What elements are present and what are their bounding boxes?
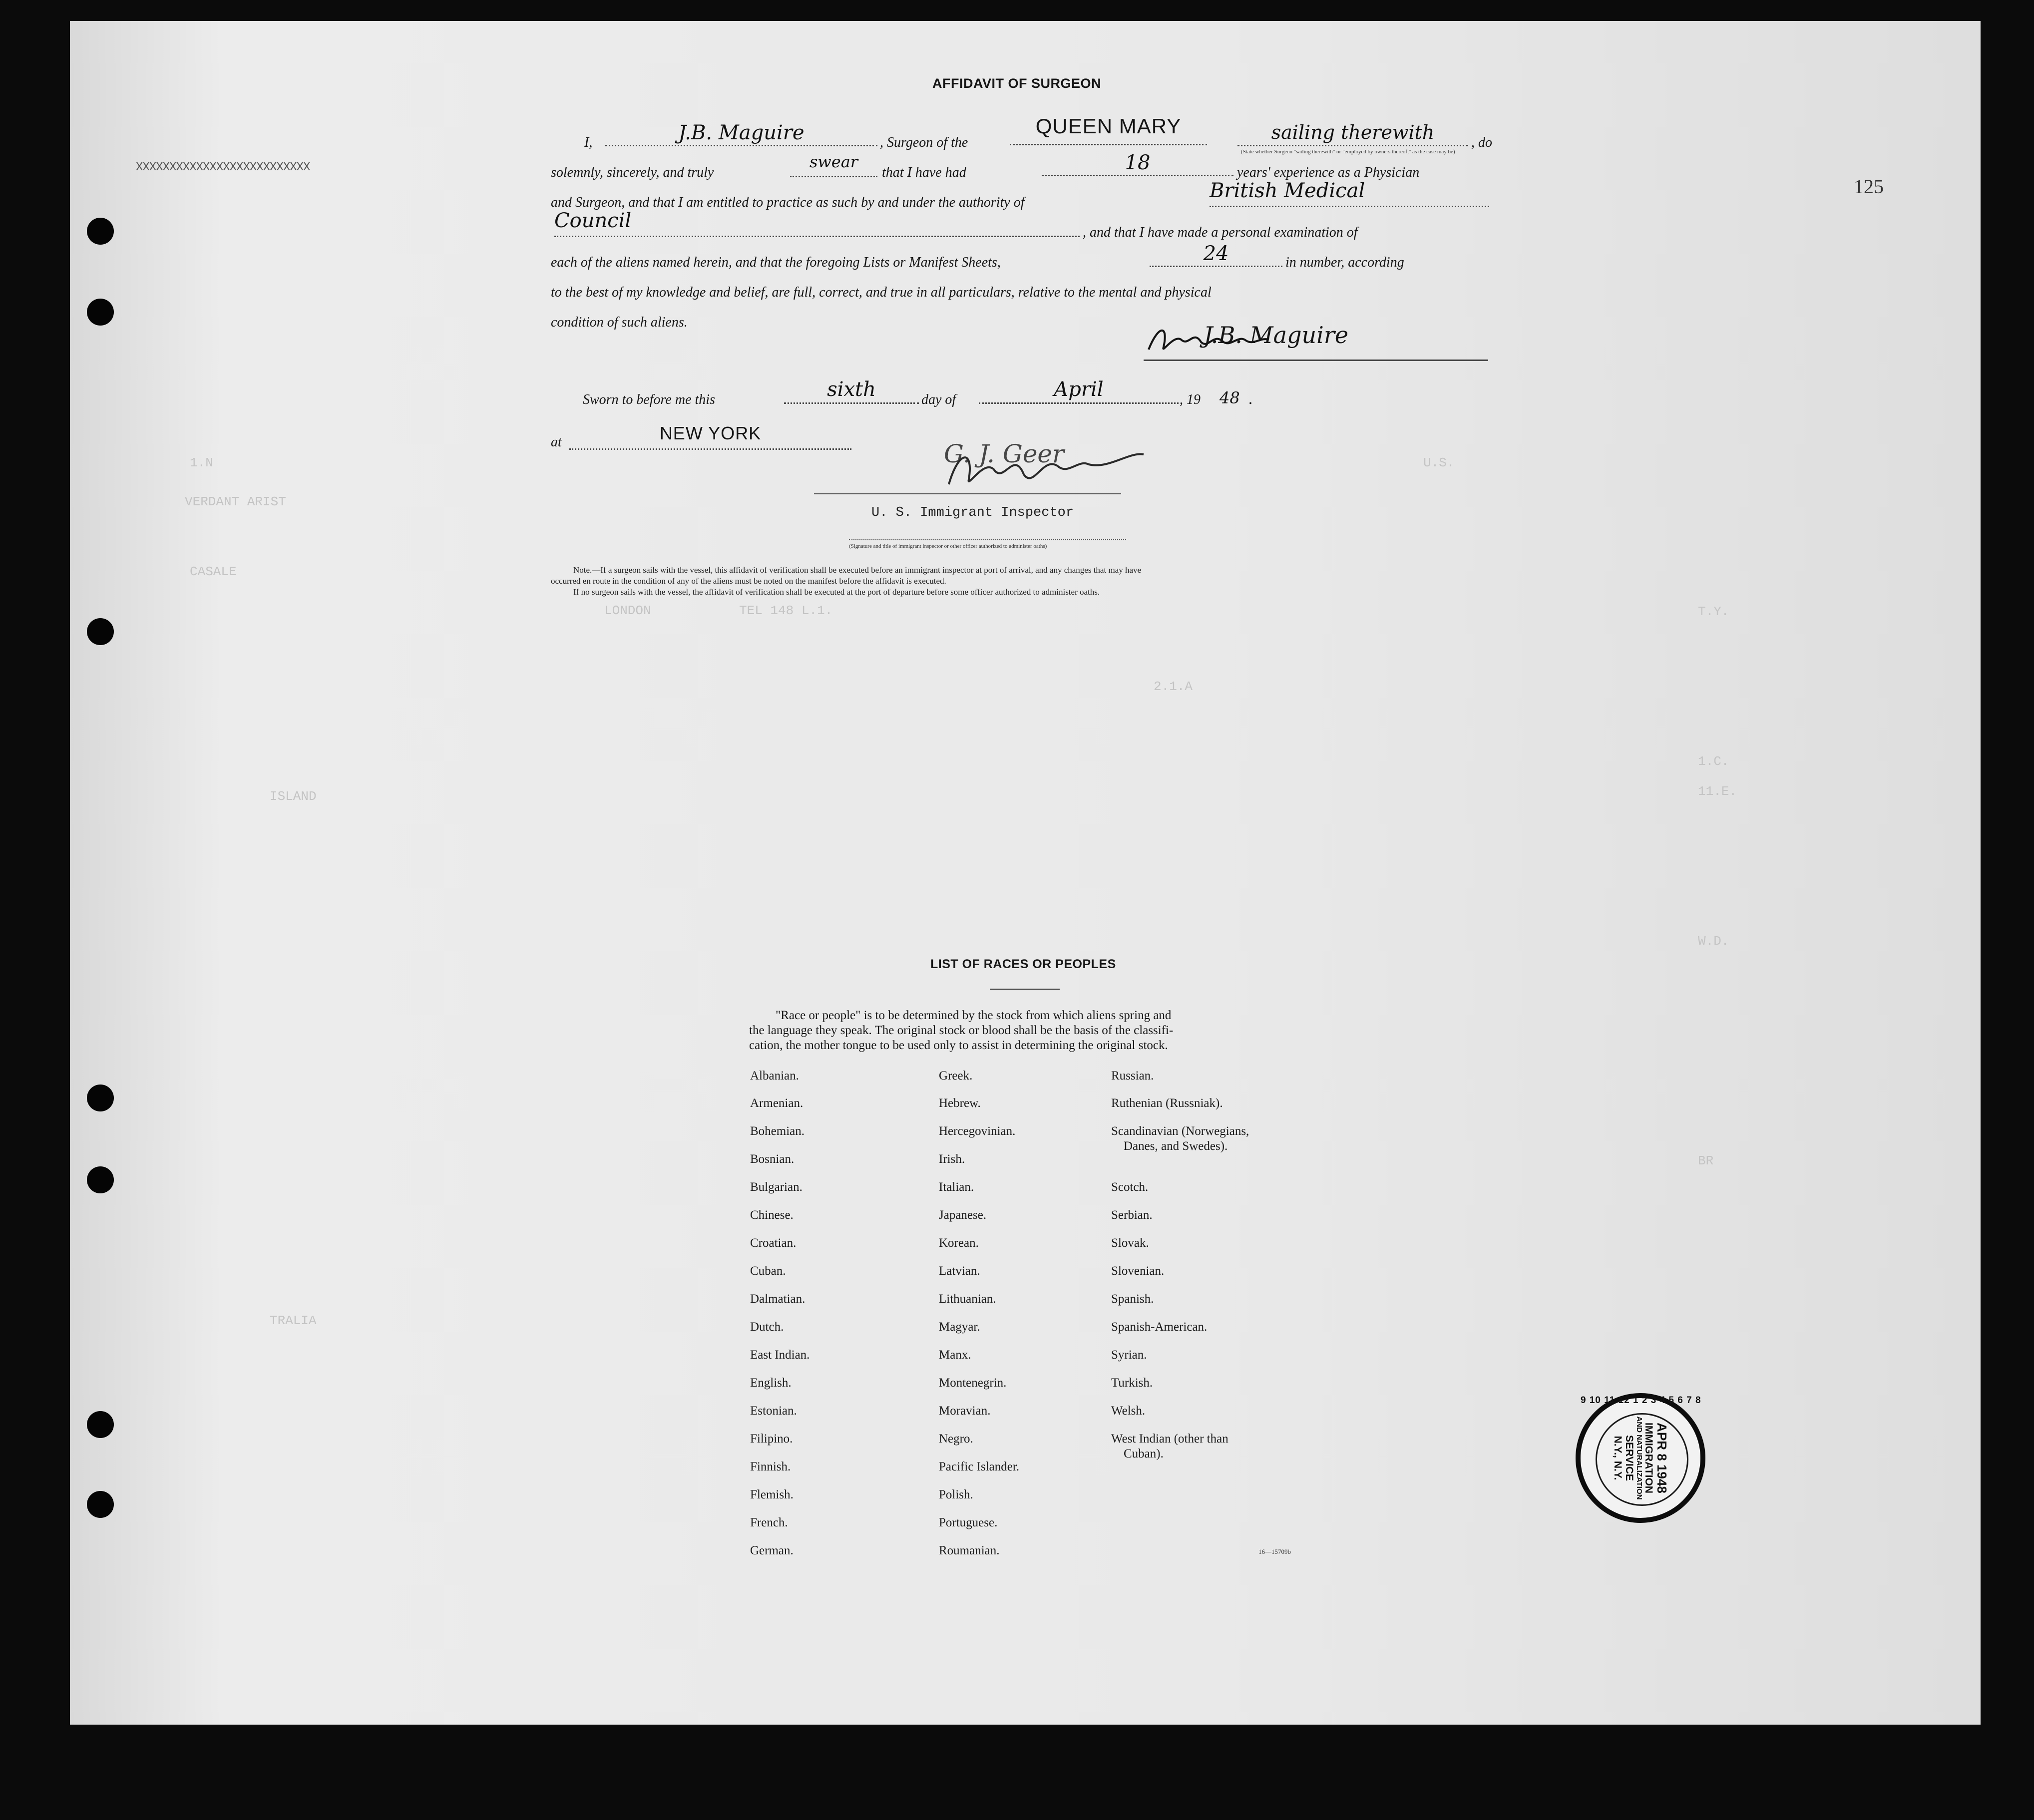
race-item: Scandinavian (Norwegians,	[1111, 1124, 1249, 1138]
place-field: NEW YORK	[569, 424, 851, 450]
ship-name-field: QUEEN MARY	[1010, 116, 1207, 145]
race-item: Dalmatian.	[750, 1292, 806, 1306]
race-item: Estonian.	[750, 1404, 797, 1418]
race-item: Spanish-American.	[1111, 1320, 1208, 1334]
race-item: Negro.	[939, 1432, 973, 1446]
race-item: Bulgarian.	[750, 1180, 803, 1194]
immigration-date-stamp	[1576, 1393, 1705, 1523]
surgeon-name-field: J.B. Maguire	[605, 123, 877, 146]
race-item: Korean.	[939, 1236, 979, 1250]
race-item: Magyar.	[939, 1320, 980, 1334]
race-item: Serbian.	[1111, 1208, 1153, 1222]
race-item: Hercegovinian.	[939, 1124, 1016, 1138]
race-item: Welsh.	[1111, 1404, 1146, 1418]
inspector-signature	[939, 439, 1149, 499]
affidavit-text: that I have had	[882, 165, 966, 180]
races-intro: cation, the mother tongue to be used only to assist in determining the original stock.	[749, 1039, 1168, 1052]
race-item: Chinese.	[750, 1208, 794, 1222]
sworn-month-field: April	[979, 379, 1179, 404]
authority-field: British Medical	[1210, 181, 1489, 207]
punch-hole	[87, 1491, 114, 1518]
race-item: Lithuanian.	[939, 1292, 996, 1306]
punch-hole	[87, 299, 114, 326]
race-item: English.	[750, 1376, 792, 1390]
sailing-field: sailing therewith	[1237, 123, 1468, 146]
note-line: If no surgeon sails with the vessel, the affidavit of verification shall be executed at the port of departure before some officer authorized to administer oaths.	[573, 587, 1100, 597]
races-intro: "Race or people" is to be determined by the stock from which aliens spring and	[776, 1009, 1172, 1022]
race-item: Cuban).	[1124, 1447, 1164, 1460]
inspector-caption-rule	[849, 539, 1126, 540]
affidavit-text: , and that I have made a personal examination of	[1083, 225, 1358, 240]
race-item: Filipino.	[750, 1432, 793, 1446]
stamp-line: IMMIGRATION	[1643, 1423, 1655, 1493]
race-item: Moravian.	[939, 1404, 991, 1418]
affidavit-text: solemnly, sincerely, and truly	[551, 165, 714, 180]
page-number: 125	[1854, 175, 1884, 198]
race-item: Flemish.	[750, 1488, 794, 1501]
stamp-text	[1612, 1417, 1669, 1500]
affidavit-text: , do	[1471, 135, 1492, 150]
race-item: Turkish.	[1111, 1376, 1153, 1390]
note-line: Note.—If a surgeon sails with the vessel, this affidavit of verification shall be executed before an immigrant inspector at port of arrival, and any changes that may have	[573, 565, 1142, 575]
races-intro: the language they speak. The original stock or blood shall be the basis of the classifi-	[749, 1024, 1174, 1037]
stamp-line: AND NATURALIZATION	[1635, 1416, 1644, 1500]
affidavit-text: years' experience as a Physician	[1237, 165, 1420, 180]
races-title-rule	[990, 989, 1060, 990]
race-item: Russian.	[1111, 1069, 1154, 1083]
at-label: at	[551, 434, 562, 450]
race-item: Slovenian.	[1111, 1264, 1165, 1278]
sworn-text: , 19	[1180, 392, 1201, 407]
race-item: West Indian (other than	[1111, 1432, 1228, 1446]
race-item: Japanese.	[939, 1208, 987, 1222]
race-item: Bosnian.	[750, 1152, 795, 1166]
surgeon-signature	[1144, 320, 1488, 361]
race-item: Dutch.	[750, 1320, 784, 1334]
race-item: Scotch.	[1111, 1180, 1149, 1194]
race-item: Manx.	[939, 1348, 971, 1362]
sailing-note: (State whether Surgeon "sailing therewith" or "employed by owners thereof," as the case may be)	[1241, 149, 1455, 155]
race-item: French.	[750, 1516, 788, 1529]
signature-text: J.B. Maguire	[1204, 322, 1349, 349]
race-item: Syrian.	[1111, 1348, 1147, 1362]
race-item: Spanish.	[1111, 1292, 1154, 1306]
punch-hole	[87, 1166, 114, 1193]
affidavit-text: each of the aliens named herein, and that the foregoing Lists or Manifest Sheets,	[551, 255, 1001, 270]
punch-hole	[87, 618, 114, 645]
race-item: Roumanian.	[939, 1544, 1000, 1557]
races-title: LIST OF RACES OR PEOPLES	[930, 957, 1116, 971]
affidavit-text: condition of such aliens.	[551, 315, 688, 330]
race-item: East Indian.	[750, 1348, 810, 1362]
race-item: German.	[750, 1544, 794, 1557]
affidavit-text: and Surgeon, and that I am entitled to practice as such by and under the authority of	[551, 195, 1025, 210]
sworn-day-field: sixth	[784, 379, 919, 404]
race-item: Slovak.	[1111, 1236, 1149, 1250]
race-item: Cuban.	[750, 1264, 786, 1278]
affidavit-title: AFFIDAVIT OF SURGEON	[932, 76, 1101, 91]
sworn-text: day of	[921, 392, 956, 407]
margin-marks: XXXXXXXXXXXXXXXXXXXXXXXXXX	[136, 161, 310, 174]
affidavit-text: , Surgeon of the	[880, 135, 968, 150]
stamp-ring-numbers: 9 10 11 12 1 2 3 4 5 6 7 8	[1581, 1395, 1701, 1406]
punch-hole	[87, 1411, 114, 1438]
race-item: Pacific Islander.	[939, 1460, 1020, 1473]
stamp-line: SERVICE	[1624, 1435, 1635, 1481]
affidavit-text: in number, according	[1285, 255, 1404, 270]
stamp-line: N.Y., N.Y.	[1612, 1436, 1624, 1480]
race-item: Hebrew.	[939, 1096, 981, 1110]
race-item: Latvian.	[939, 1264, 980, 1278]
race-item: Portuguese.	[939, 1516, 998, 1529]
sheets-field: 24	[1150, 244, 1282, 267]
form-number: 16—15709b	[1258, 1548, 1291, 1555]
race-item: Italian.	[939, 1180, 974, 1194]
sworn-period: .	[1248, 389, 1252, 407]
race-item: Armenian.	[750, 1096, 804, 1110]
race-item: Greek.	[939, 1069, 973, 1083]
race-item: Danes, and Swedes).	[1124, 1139, 1228, 1153]
stamp-date: APR 8 1948	[1654, 1423, 1670, 1493]
years-field: 18	[1042, 153, 1233, 176]
punch-hole	[87, 218, 114, 245]
oath-field: swear	[790, 154, 877, 177]
sworn-year-field: 48	[1220, 388, 1240, 407]
sworn-text: Sworn to before me this	[583, 392, 715, 407]
race-item: Croatian.	[750, 1236, 797, 1250]
authority-field-continued: Council	[554, 211, 1080, 237]
race-item: Ruthenian (Russniak).	[1111, 1096, 1223, 1110]
inspector-rule	[814, 493, 1121, 494]
race-item: Bohemian.	[750, 1124, 805, 1138]
inspector-title: U. S. Immigrant Inspector	[871, 505, 1074, 520]
affidavit-text: I,	[584, 135, 593, 150]
race-item: Albanian.	[750, 1069, 799, 1083]
affidavit-text: to the best of my knowledge and belief, are full, correct, and true in all particulars, relative to the mental and physical	[551, 285, 1212, 300]
race-item: Finnish.	[750, 1460, 791, 1473]
inspector-signature-text: G. J. Geer	[944, 439, 1064, 468]
inspector-caption: (Signature and title of immigrant inspector or other officer authorized to administer oaths)	[849, 543, 1047, 549]
punch-hole	[87, 1085, 114, 1111]
note-line: occurred en route in the condition of any of the aliens must be noted on the manifest before the affidavit is executed.	[551, 576, 946, 586]
race-item: Montenegrin.	[939, 1376, 1007, 1390]
race-item: Polish.	[939, 1488, 973, 1501]
race-item: Irish.	[939, 1152, 965, 1166]
